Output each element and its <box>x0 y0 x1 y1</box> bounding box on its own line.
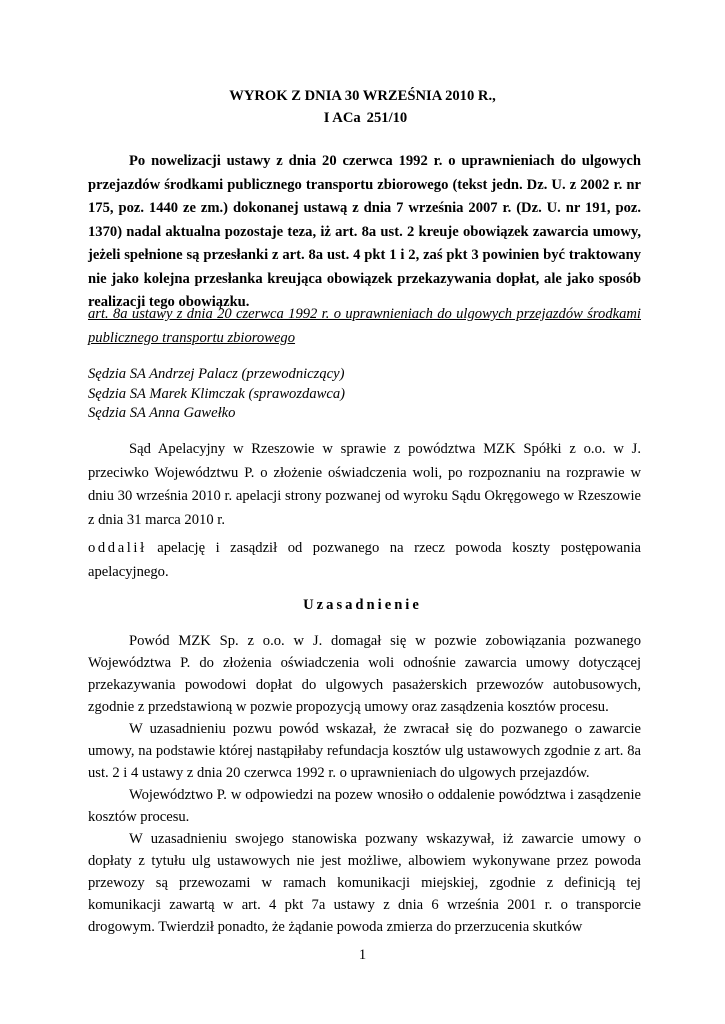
judge-line: Sędzia SA Marek Klimczak (sprawozdawca) <box>88 385 345 402</box>
judge-line: Sędzia SA Anna Gawełko <box>88 405 236 421</box>
verdict-keyword: oddalił <box>88 540 147 556</box>
reasons-section <box>88 630 641 938</box>
intro-paragraph: Sąd Apelacyjny w Rzeszowie w sprawie z powództwa MZK Spółki z o.o. w J. przeciwko Województwu P. o złożenie oświadczenia woli, po rozpoznaniu na rozprawie w dniu 30 września 2010 r. apelacji strony pozwanej od wyroku Sądu Okręgowego w Rzeszowie z dnia 31 marca 2010 r. <box>88 441 641 528</box>
thesis-summary: Po nowelizacji ustawy z dnia 20 czerwca 1992 r. o uprawnieniach do ulgowych przejazdów środkami publicznego transportu zbiorowego (tekst jedn. Dz. U. z 2002 r. nr 175, poz. 1440 ze zm.) dokonanej ustawą z dnia 7 września 2007 r. (Dz. U. nr 191, poz. 1370) nadal aktualna pozostaje teza, iż art. 8a ust. 2 kreuje obowiązek zawarcia umowy, jeżeli spełnione są przesłanki z art. 8a ust. 4 pkt 1 i 2, zaś pkt 3 powinien być traktowany nie jako kolejna przesłanka kreująca obowiązek przekazywania dopłat, ale jako sposób realizacji tego obowiązku. <box>88 153 641 310</box>
case-signature <box>0 110 725 127</box>
reasons-paragraph: Powód MZK Sp. z o.o. w J. domagał się w pozwie zobowiązania pozwanego Województwa P. do złożenia oświadczenia woli odnośnie zawarcia umowy dotyczącej przekazywania powodowi dopłat do ulgowych pasażerskich przewozów autobusowych, zgodnie z przedstawioną w pozwie propozycją umowy oraz zasądzenia kosztów procesu. <box>88 633 641 715</box>
reasons-heading: Uzasadnienie <box>303 597 422 613</box>
page-number: 1 <box>358 947 367 963</box>
judgment-title: WYROK Z DNIA 30 WRZEŚNIA 2010 R., <box>229 88 496 104</box>
verdict-paragraph <box>88 537 641 584</box>
judges-list <box>88 365 641 424</box>
case-prefix: I ACa <box>323 110 361 126</box>
case-number: 251/10 <box>366 110 408 126</box>
verdict-text: apelację i zasądził od pozwanego na rzecz powoda koszty postępowania apelacyjnego. <box>88 540 641 580</box>
judge-line: Sędzia SA Andrzej Palacz (przewodniczący) <box>88 366 345 382</box>
reasons-paragraph: W uzasadnieniu pozwu powód wskazał, że zwracał się do pozwanego o zawarcie umowy, na podstawie której nastąpiłaby refundacja kosztów ulg ustawowych zgodnie z art. 8a ust. 2 i 4 ustawy z dnia 20 czerwca 1992 r. o uprawnieniach do ulgowych przejazdów. <box>88 721 641 781</box>
reasons-paragraph: Województwo P. w odpowiedzi na pozew wnosiło o oddalenie powództwa i zasądzenie kosztów procesu. <box>88 787 641 825</box>
statute-reference: art. 8a ustawy z dnia 20 czerwca 1992 r. o uprawnieniach do ulgowych przejazdów środkami publicznego transportu zbiorowego <box>88 306 641 346</box>
reasons-paragraph: W uzasadnieniu swojego stanowiska pozwany wskazywał, iż zawarcie umowy o dopłaty z tytułu ulg ustawowych nie jest możliwe, albowiem wykonywane przez powoda przewozy są przewozami w ramach komunikacji miejskiej, zgodnie z definicją tej komunikacji zawartą w art. 4 pkt 7a ustawy z dnia 6 września 2001 r. o transporcie drogowym. Twierdził ponadto, że żądanie powoda zmierza do przerzucenia skutków <box>88 831 641 935</box>
